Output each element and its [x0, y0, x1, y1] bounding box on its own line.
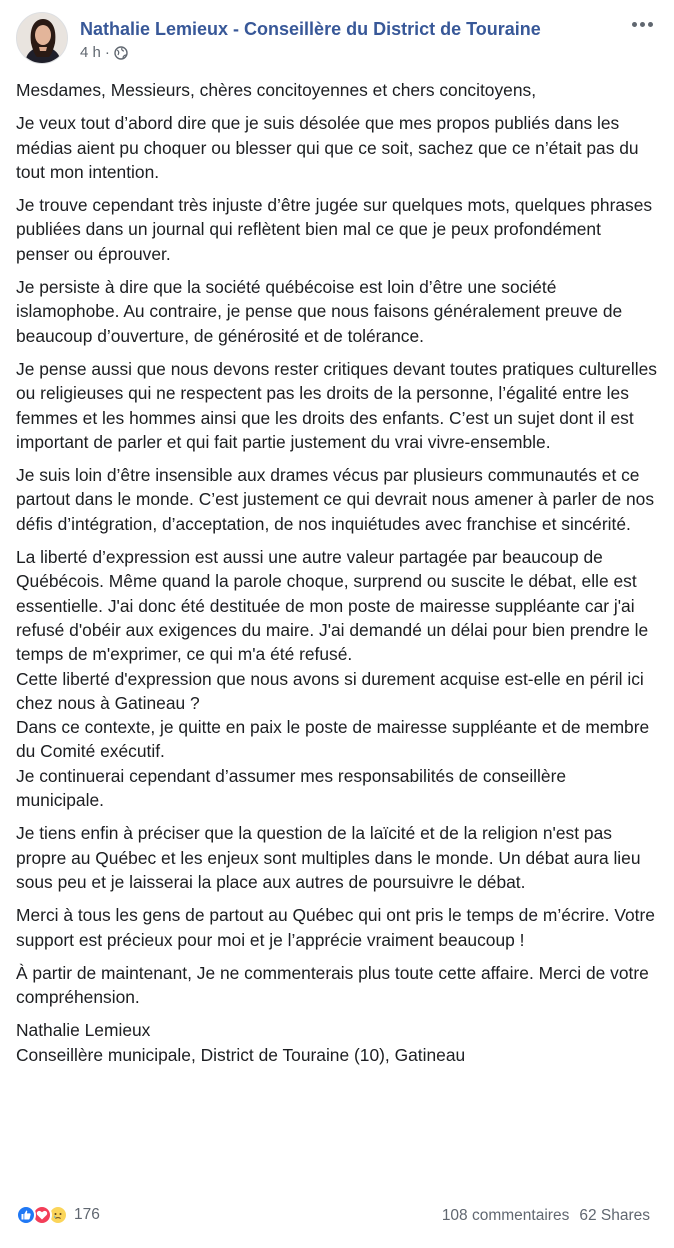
post-paragraph: Je trouve cependant très injuste d’être jugée sur quelques mots, quelques phrases publiées dans un journal qui reflètent bien mal ce que je peux profondément penser ou éprouver.: [16, 195, 653, 264]
more-options-icon[interactable]: [628, 14, 656, 34]
post-paragraph: Je veux tout d’abord dire que je suis désolée que mes propos publiés dans les médias aient pu choquer ou blesser qui que ce soit, sachez que ce n’était pas du tout mon intention.: [16, 113, 639, 182]
avatar[interactable]: [16, 12, 68, 64]
post-time[interactable]: 4 h: [80, 44, 101, 61]
post-footer: [16, 1205, 658, 1231]
post-paragraph: Je persiste à dire que la société québécoise est loin d’être une société islamophobe. Au contraire, je pense que nous faisons généralement preuve de beaucoup d’ouverture, de générosité et de tolérance.: [16, 277, 623, 346]
author-name[interactable]: Nathalie Lemieux - Conseillère du District de Touraine: [80, 19, 541, 39]
post-paragraph: Merci à tous les gens de partout au Québec qui ont pris le temps de m’écrire. Votre support est précieux pour moi et je l’apprécie vraiment beaucoup !: [16, 905, 655, 950]
post-body: [16, 78, 658, 1076]
post-signature: Nathalie Lemieux Conseillère municipale, District de Touraine (10), Gatineau: [16, 1020, 466, 1065]
post-header: [16, 12, 658, 68]
post-paragraph: Mesdames, Messieurs, chères concitoyennes et chers concitoyens,: [16, 80, 537, 100]
post-paragraph: Je pense aussi que nous devons rester critiques devant toutes pratiques culturelles ou religieuses qui ne respectent pas les droits de la personne, l’égalité entre les femmes et les hommes ainsi que les droits des enfants. C’est un sujet dont il est important de parler et qui fait partie justement du vrai vivre-ensemble.: [16, 358, 657, 452]
post-paragraph: Je suis loin d’être insensible aux drames vécus par plusieurs communautés et ce partout dans le monde. C’est justement ce qui devrait nous amener à parler de nos défis d’intégration, d’acceptation, de nos inquiétudes avec franchise et sincérité.: [16, 465, 655, 534]
shares-count[interactable]: 62 Shares: [579, 1207, 650, 1224]
like-icon: [16, 1205, 36, 1225]
globe-icon: [114, 46, 128, 60]
avatar-image: [17, 13, 68, 64]
post-paragraph: Je tiens enfin à préciser que la question de la laïcité et de la religion n'est pas propre au Québec et les enjeux sont multiples dans le monde. Un débat aura lieu sous peu et je laisserai la place aux autres de poursuivre le débat.: [16, 823, 641, 892]
meta-separator: ·: [104, 44, 110, 61]
post-meta: [80, 44, 128, 61]
engagement-counts: [442, 1207, 650, 1225]
post-paragraph: À partir de maintenant, Je ne commenterais plus toute cette affaire. Merci de votre compréhension.: [16, 962, 649, 1008]
reaction-count[interactable]: 176: [74, 1206, 100, 1223]
comments-count[interactable]: 108 commentaires: [441, 1207, 570, 1224]
reactions-summary[interactable]: [16, 1205, 100, 1225]
post-paragraph: La liberté d’expression est aussi une autre valeur partagée par beaucoup de Québécois. Même quand la parole choque, surprend ou suscite le débat, elle est essentielle. J'ai donc été destituée de mon poste de mairesse suppléante car j'ai refusé d'obéir aux exigences du maire. J'ai demandé un délai pour bien prendre le temps de m'exprimer, ce qui m'a été refusé. Cette liberté d'expression que nous avons si durement acquise est-elle en péril ici chez nous à Gatineau ? Dans ce contexte, je quitte en paix le poste de mairesse suppléante et de membre du Comité exécutif. Je continuerai cependant d’assumer mes responsabilités de conseillère municipale.: [16, 547, 650, 811]
